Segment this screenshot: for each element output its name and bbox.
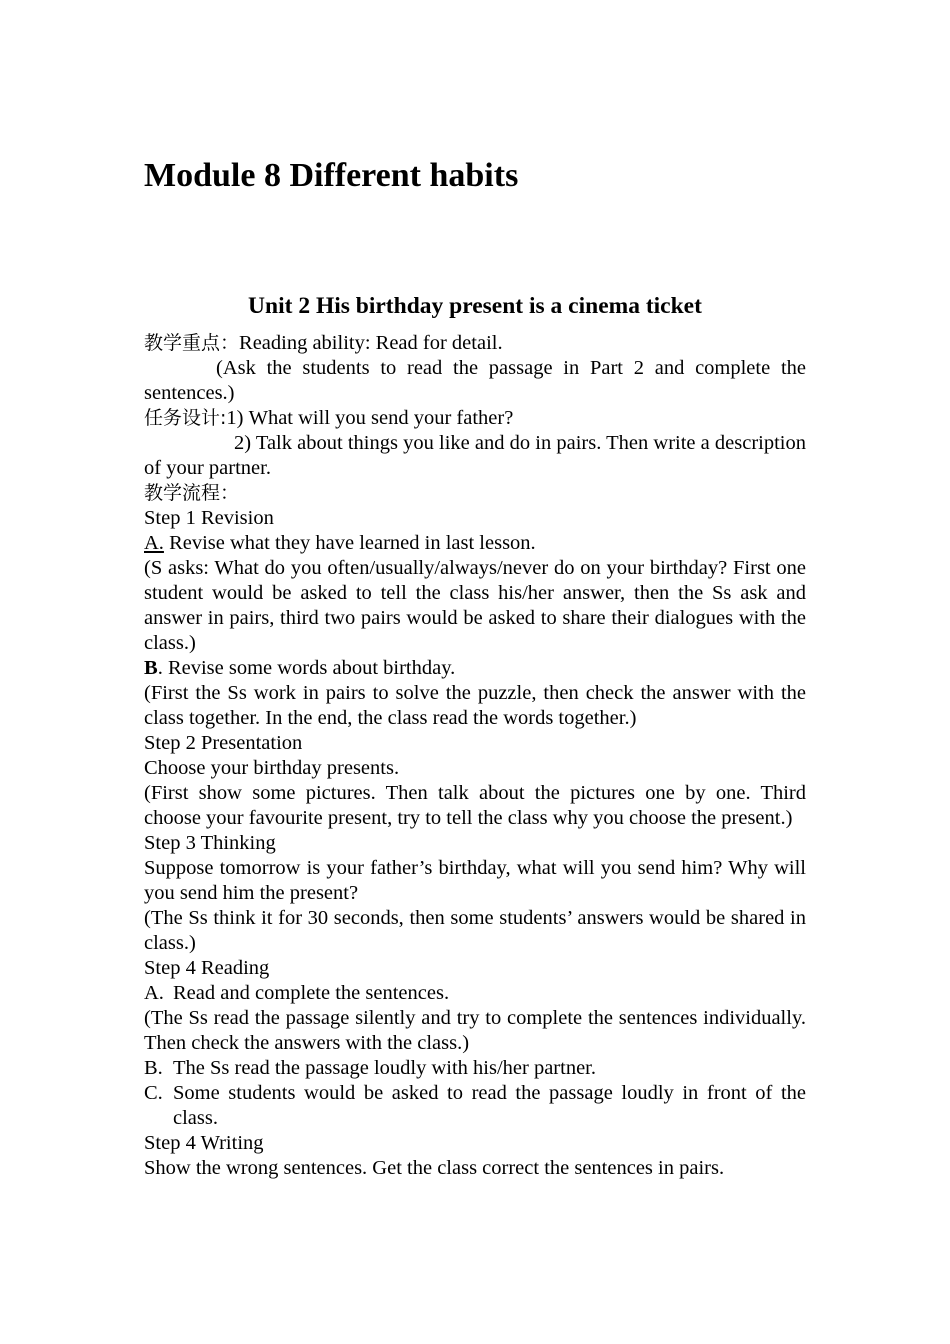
- procedure-label-text: 教学流程：: [144, 482, 240, 504]
- step4-item-c-text: Some students would be asked to read the passage loudly in front of the class.: [173, 1082, 806, 1129]
- step4-item-c: [144, 1081, 806, 1131]
- unit-title: Unit 2 His birthday present is a cinema ticket: [248, 293, 702, 319]
- step5-title: Step 4 Writing: [144, 1132, 264, 1154]
- step3-note: (The Ss think it for 30 seconds, then some students’ answers would be shared in class.): [144, 907, 806, 954]
- step1-a-marker: A.: [144, 532, 164, 554]
- key-point-text: Reading ability: Read for detail.: [239, 332, 503, 354]
- step2-note: (First show some pictures. Then talk about the pictures one by one. Third choose your favourite present, try to tell the class why you choose the present.): [144, 782, 806, 829]
- key-point-note: (Ask the students to read the passage in Part 2 and complete the sentences.): [144, 357, 806, 404]
- key-point: [144, 331, 806, 356]
- step2-text: Choose your birthday presents.: [144, 757, 400, 779]
- step3-title: Step 3 Thinking: [144, 832, 276, 854]
- step1-a-text: Revise what they have learned in last lesson.: [163, 532, 536, 554]
- task-design: [144, 406, 806, 431]
- step4-title: Step 4 Reading: [144, 957, 270, 979]
- procedure-label: [144, 481, 806, 506]
- step5-text: Show the wrong sentences. Get the class correct the sentences in pairs.: [144, 1157, 725, 1179]
- step4-item-a-text: Read and complete the sentences.: [173, 982, 450, 1004]
- task-design-item-1: 1) What will you send your father?: [226, 407, 514, 429]
- step1-a: [144, 531, 806, 556]
- step4-item-b: [144, 1056, 806, 1081]
- step1-b-text: . Revise some words about birthday.: [157, 657, 456, 679]
- step1-a-note: (S asks: What do you often/usually/always/never do on your birthday? First one student would be asked to tell the class his/her answer, then the Ss ask and answer in pairs, third two pairs would be asked to share their dialogues with the class.): [144, 557, 806, 654]
- step4-item-b-marker: B.: [144, 1057, 163, 1079]
- step1-title: Step 1 Revision: [144, 507, 274, 529]
- task-design-label: 任务设计:: [144, 407, 227, 429]
- step3-text: Suppose tomorrow is your father’s birthday, what will you send him? Why will you send him the present?: [144, 857, 806, 904]
- step4-item-a-marker: A.: [144, 982, 164, 1004]
- step4-item-c-marker: C.: [144, 1082, 163, 1104]
- module-title: Module 8 Different habits: [144, 157, 519, 194]
- task-design-item-2: 2) Talk about things you like and do in pairs. Then write a description of your partner.: [144, 432, 806, 479]
- step4-item-b-text: The Ss read the passage loudly with his/her partner.: [173, 1057, 596, 1079]
- step1-b-note: (First the Ss work in pairs to solve the puzzle, then check the answer with the class together. In the end, the class read the words together.): [144, 682, 806, 729]
- key-point-label: 教学重点：: [144, 332, 240, 354]
- lesson-body: [144, 331, 806, 1181]
- step4-note: (The Ss read the passage silently and try to complete the sentences individually. Then check the answers with the class.): [144, 1007, 806, 1054]
- step1-b-marker: B: [144, 657, 158, 679]
- step4-item-a: [144, 981, 806, 1006]
- step1-b: [144, 656, 806, 681]
- step2-title: Step 2 Presentation: [144, 732, 303, 754]
